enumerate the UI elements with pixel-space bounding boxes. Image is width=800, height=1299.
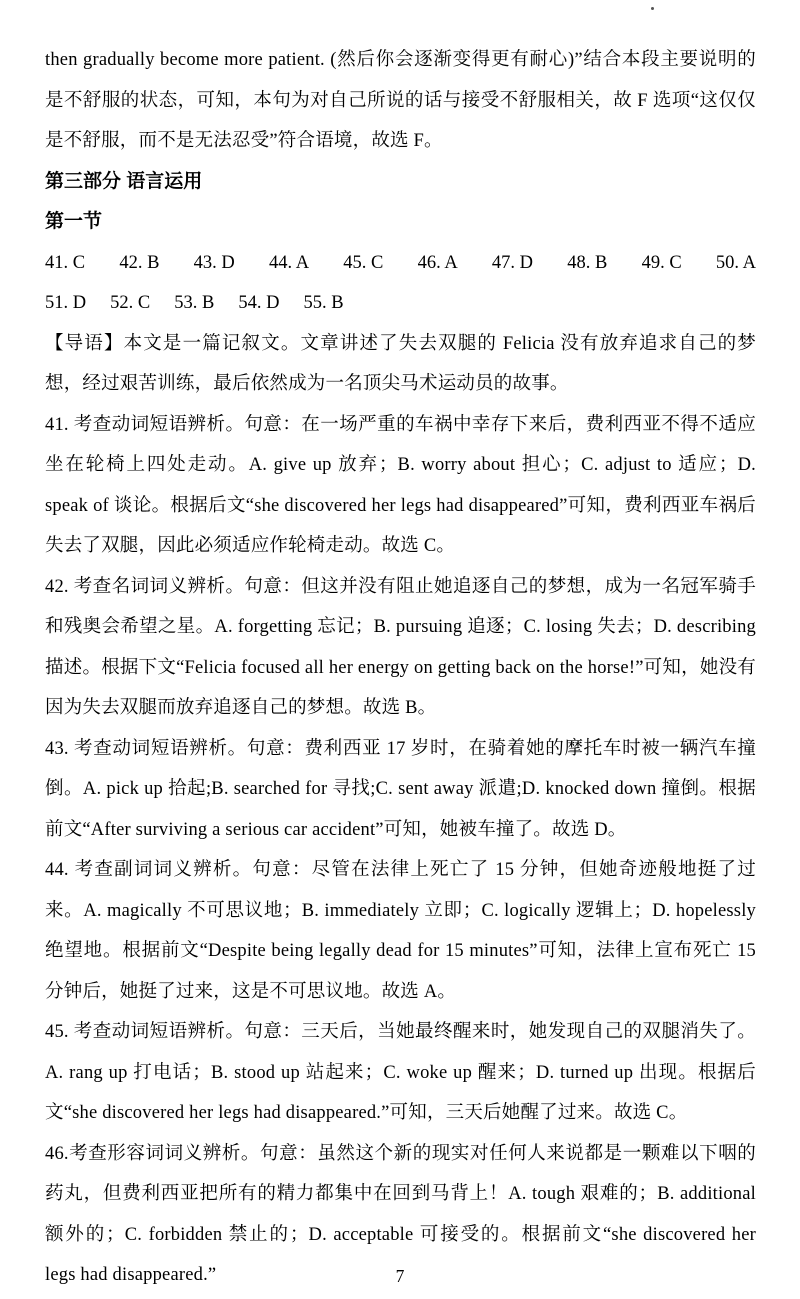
answer-item-53: 53. B bbox=[174, 293, 215, 313]
answer-item-54: 54. D bbox=[238, 293, 280, 313]
subsection-heading: 第一节 bbox=[45, 211, 103, 232]
answer-item-45: 45. C bbox=[343, 252, 384, 273]
answer-item-55: 55. B bbox=[303, 293, 344, 313]
answer-item-49: 49. C bbox=[641, 252, 682, 273]
explanation-45: 45. 考查动词短语辨析。句意：三天后，当她最终醒来时，她发现自己的双腿消失了。 A. rang up 打电话；B. stood up 站起来；C. woke up 醒来；D. turned up 出现。根据后文“she discovered her legs had disappeared.”可知，三天后她醒了过来。故选 C。 bbox=[45, 1022, 756, 1123]
answer-item-42: 42. B bbox=[119, 252, 160, 273]
answer-item-52: 52. C bbox=[110, 293, 151, 313]
answer-key-row-2 bbox=[45, 283, 756, 324]
answer-item-47: 47. D bbox=[491, 252, 534, 273]
answer-item-50: 50. A bbox=[715, 252, 756, 273]
page-number: 7 bbox=[395, 1266, 405, 1286]
scan-artifact-dot bbox=[651, 7, 654, 10]
explanation-41: 41. 考查动词短语辨析。句意：在一场严重的车祸中幸存下来后，费利西亚不得不适应坐在轮椅上四处走动。A. give up 放弃；B. worry about 担心；C. adjust to 适应；D. speak of 谈论。根据后文“she discovered her legs had disappeared”可知，费利西亚车祸后失去了双腿，因此必须适应作轮椅走动。故选 C。 bbox=[45, 414, 756, 556]
explanation-42: 42. 考查名词词义辨析。句意：但这并没有阻止她追逐自己的梦想，成为一名冠军骑手和残奥会希望之星。A. forgetting 忘记；B. pursuing 追逐；C. losing 失去；D. describing 描述。根据下文“Felicia focused all her energy on getting back on the horse!”可知，她没有因为失去双腿而放弃追逐自己的梦想。故选 B。 bbox=[45, 576, 756, 718]
answer-item-46: 46. A bbox=[417, 252, 458, 273]
guide-paragraph: 【导语】本文是一篇记叙文。文章讲述了失去双腿的 Felicia 没有放弃追求自己的梦想，经过艰苦训练，最后依然成为一名顶尖马术运动员的故事。 bbox=[45, 333, 756, 394]
section-heading: 第三部分 语言运用 bbox=[45, 170, 203, 192]
answer-item-48: 48. B bbox=[567, 252, 608, 273]
explanation-46: 46.考查形容词词义辨析。句意：虽然这个新的现实对任何人来说都是一颗难以下咽的药丸，但费利西亚把所有的精力都集中在回到马背上！A. tough 艰难的；B. additional 额外的；C. forbidden 禁止的；D. acceptable 可接受的。根据前文“she discovered her legs had disappeared.” bbox=[45, 1143, 756, 1285]
explanation-43: 43. 考查动词短语辨析。句意：费利西亚 17 岁时，在骑着她的摩托车时被一辆汽车撞倒。A. pick up 拾起;B. searched for 寻找;C. sent away 派遣;D. knocked down 撞倒。根据前文“After surviving a serious car accident”可知，她被车撞了。故选 D。 bbox=[45, 738, 756, 840]
paragraph-continuation: then gradually become more patient. (然后你会逐渐变得更有耐心)”结合本段主要说明的是不舒服的状态，可知，本句为对自己所说的话与接受不舒服相关，故 F 选项“这仅仅是不舒服，而不是无法忍受”符合语境，故选 F。 bbox=[45, 50, 756, 151]
explanation-44: 44. 考查副词词义辨析。句意：尽管在法律上死亡了 15 分钟，但她奇迹般地挺了过来。A. magically 不可思议地；B. immediately 立即；C. logically 逻辑上；D. hopelessly 绝望地。根据前文“Despite being legally dead for 15 minutes”可知，法律上宣布死亡 15 分钟后，她挺了过来，这是不可思议地。故选 A。 bbox=[45, 860, 756, 1002]
answer-item-51: 51. D bbox=[45, 293, 87, 313]
answer-item-41: 41. C bbox=[45, 252, 86, 273]
answer-key-row-1 bbox=[45, 243, 756, 284]
answer-item-43: 43. D bbox=[193, 252, 235, 273]
answer-item-44: 44. A bbox=[268, 252, 310, 273]
